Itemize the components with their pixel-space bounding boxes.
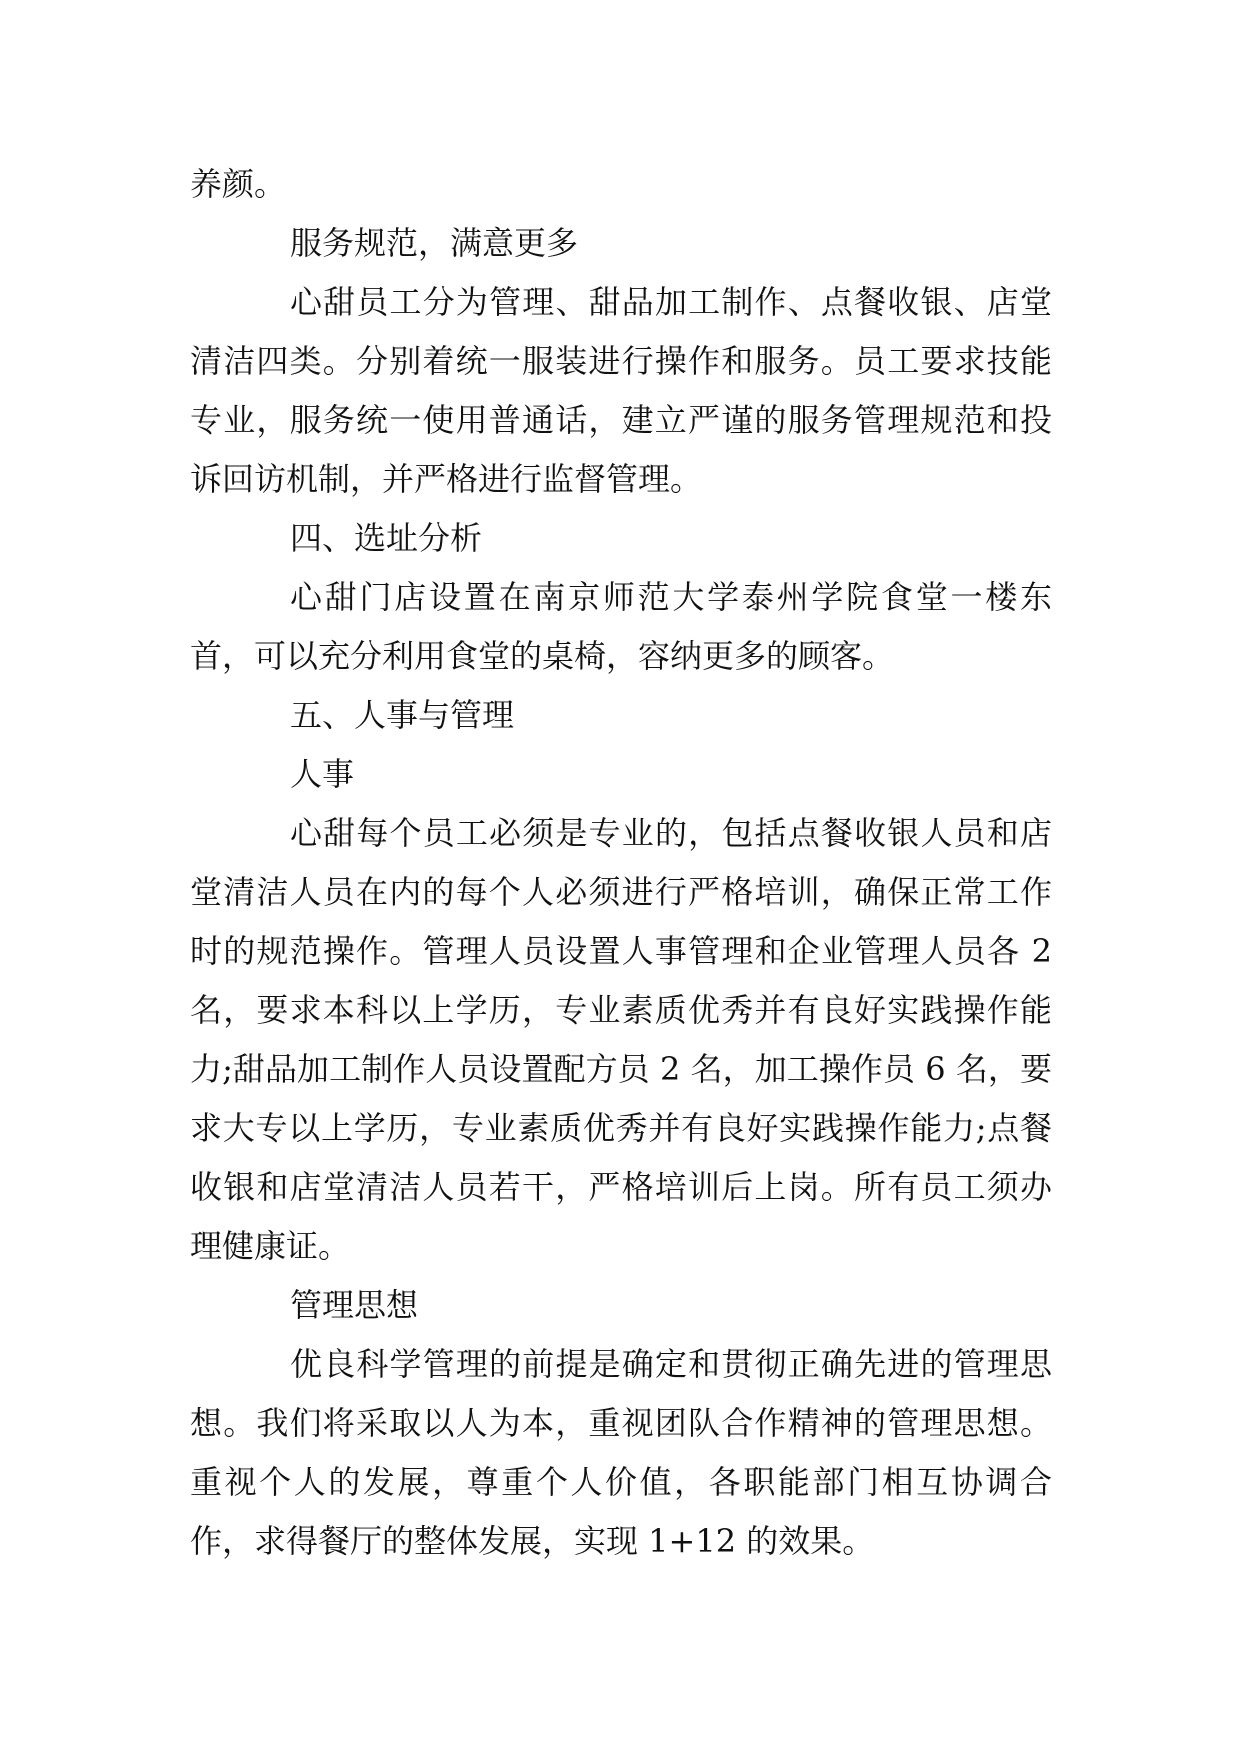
section-heading-personnel-management: 五、人事与管理 xyxy=(290,696,515,734)
paragraph-management-philosophy: 优良科学管理的前提是确定和贯彻正确先进的管理思想。我们将采取以人为本，重视团队合作精神的管理思想。重视个人的发展，尊重个人价值，各职能部门相互协调合作，求得餐厅的整体发展，实现 1+12 的效果。 xyxy=(190,1345,1052,1560)
subheading-personnel: 人事 xyxy=(290,755,355,793)
paragraph-continuation: 养颜。 xyxy=(190,165,287,203)
paragraph-site-location: 心甜门店设置在南京师范大学泰州学院食堂一楼东首，可以充分利用食堂的桌椅，容纳更多的顾客。 xyxy=(190,578,1052,675)
paragraph-staff-categories: 心甜员工分为管理、甜品加工制作、点餐收银、店堂清洁四类。分别着统一服装进行操作和服务。员工要求技能专业，服务统一使用普通话，建立严谨的服务管理规范和投诉回访机制，并严格进行监督管理。 xyxy=(190,283,1052,498)
paragraph-personnel-requirements: 心甜每个员工必须是专业的，包括点餐收银人员和店堂清洁人员在内的每个人必须进行严格培训，确保正常工作时的规范操作。管理人员设置人事管理和企业管理人员各 2 名，要求本科以上学历，专业素质优秀并有良好实践操作能力;甜品加工制作人员设置配方员 2 名，加工操作员 6 名，要求大专以上学历，专业素质优秀并有良好实践操作能力;点餐收银和店堂清洁人员若干，严格培训后上岗。所有员工须办理健康证。 xyxy=(190,814,1052,1265)
document-body xyxy=(190,155,1052,1571)
subheading-service-standards: 服务规范，满意更多 xyxy=(290,224,579,262)
subheading-management-philosophy: 管理思想 xyxy=(290,1286,419,1324)
section-heading-site-analysis: 四、选址分析 xyxy=(290,519,483,557)
